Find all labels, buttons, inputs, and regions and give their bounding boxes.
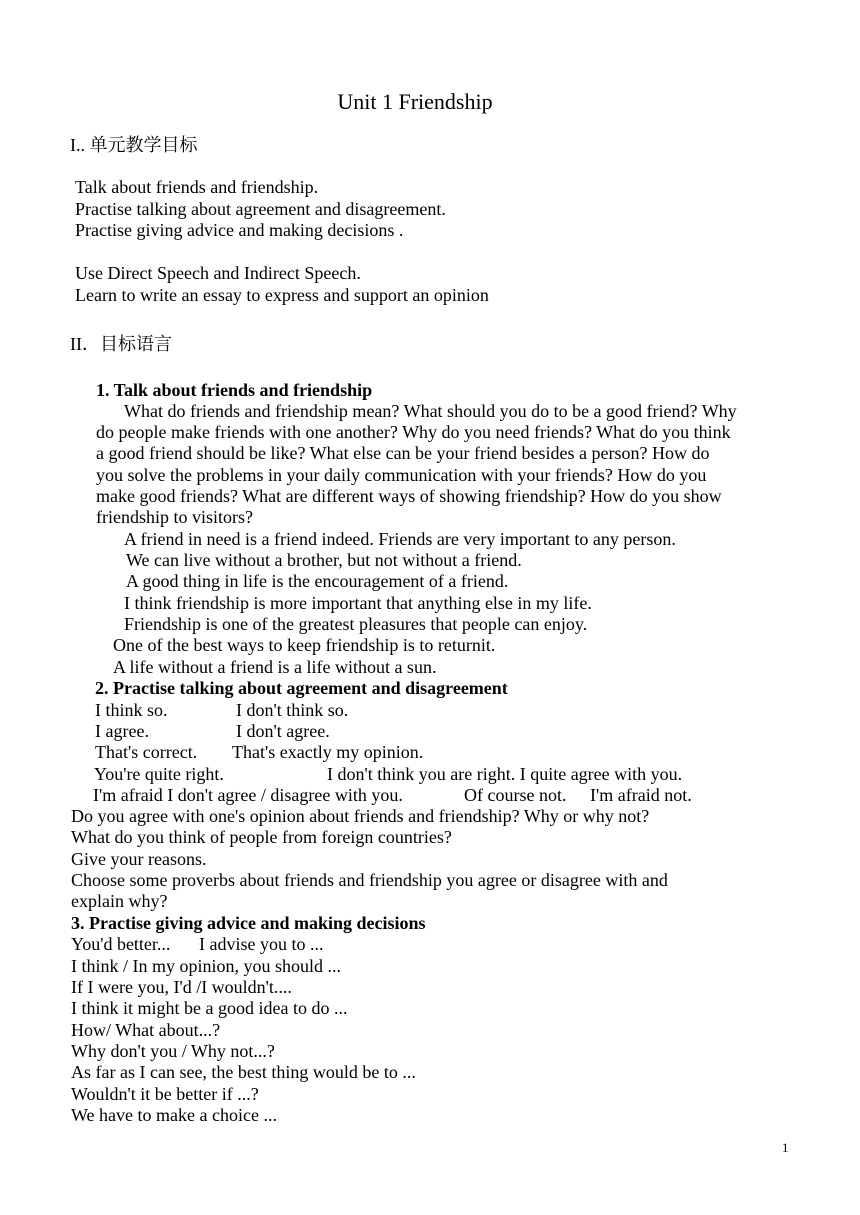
question-line: Do you agree with one's opinion about friends and friendship? Why or why not? xyxy=(71,806,650,826)
advice-phrase: How/ What about...? xyxy=(71,1020,221,1040)
paragraph-line: What do friends and friendship mean? What should you do to be a good friend? Why xyxy=(124,401,737,421)
saying-line: A life without a friend is a life without a sun. xyxy=(113,657,437,677)
page-title: Unit 1 Friendship xyxy=(337,89,493,114)
section-2-heading: II．目标语言 xyxy=(70,334,172,354)
phrase-left: I'm afraid I don't agree / disagree with you. xyxy=(93,785,403,805)
phrase-left: I think so. xyxy=(95,700,168,720)
paragraph-line: make good friends? What are different ways of showing friendship? How do you show xyxy=(96,486,722,506)
advice-phrase: I advise you to ... xyxy=(199,934,324,954)
paragraph-line: do people make friends with one another? Why do you need friends? What do you think xyxy=(96,422,731,442)
part-1-heading: 1. Talk about friends and friendship xyxy=(96,380,373,400)
question-line: Give your reasons. xyxy=(71,849,207,869)
advice-phrase: I think / In my opinion, you should ... xyxy=(71,956,341,976)
part-2-heading: 2. Practise talking about agreement and disagreement xyxy=(95,678,508,698)
section-1-heading: I.. 单元教学目标 xyxy=(70,135,198,155)
advice-phrase: You'd better... xyxy=(71,934,171,954)
saying-line: We can live without a brother, but not without a friend. xyxy=(126,550,522,570)
advice-phrase: We have to make a choice ... xyxy=(71,1105,277,1125)
phrase-right: I'm afraid not. xyxy=(590,785,692,805)
question-line: What do you think of people from foreign countries? xyxy=(71,827,452,847)
saying-line: A good thing in life is the encouragement of a friend. xyxy=(126,571,509,591)
goal-line: Talk about friends and friendship. xyxy=(75,177,319,197)
saying-line: I think friendship is more important that anything else in my life. xyxy=(124,593,592,613)
advice-phrase: As far as I can see, the best thing would be to ... xyxy=(71,1062,416,1082)
saying-line: Friendship is one of the greatest pleasures that people can enjoy. xyxy=(124,614,588,634)
phrase-left: I agree. xyxy=(95,721,149,741)
goal-line: Learn to write an essay to express and support an opinion xyxy=(75,285,489,305)
goal-line: Use Direct Speech and Indirect Speech. xyxy=(75,263,361,283)
paragraph-line: friendship to visitors? xyxy=(96,507,253,527)
phrase-right: I don't think so. xyxy=(236,700,349,720)
question-line: Choose some proverbs about friends and friendship you agree or disagree with and xyxy=(71,870,668,890)
phrase-right: That's exactly my opinion. xyxy=(232,742,424,762)
advice-phrase: I think it might be a good idea to do ... xyxy=(71,998,348,1018)
paragraph-line: a good friend should be like? What else can be your friend besides a person? How do xyxy=(96,443,710,463)
phrase-right: I don't think you are right. I quite agree with you. xyxy=(327,764,683,784)
page-number: 1 xyxy=(782,1140,789,1155)
advice-phrase: If I were you, I'd /I wouldn't.... xyxy=(71,977,292,997)
phrase-left: You're quite right. xyxy=(94,764,224,784)
saying-line: One of the best ways to keep friendship is to returnit. xyxy=(113,635,496,655)
saying-line: A friend in need is a friend indeed. Friends are very important to any person. xyxy=(124,529,676,549)
advice-phrase: Why don't you / Why not...? xyxy=(71,1041,275,1061)
phrase-right: Of course not. xyxy=(464,785,567,805)
part-3-heading: 3. Practise giving advice and making decisions xyxy=(71,913,426,933)
advice-phrase: Wouldn't it be better if ...? xyxy=(71,1084,259,1104)
phrase-left: That's correct. xyxy=(95,742,198,762)
goal-line: Practise giving advice and making decisions . xyxy=(75,220,404,240)
question-line: explain why? xyxy=(71,891,168,911)
phrase-right: I don't agree. xyxy=(236,721,330,741)
paragraph-line: you solve the problems in your daily communication with your friends? How do you xyxy=(96,465,707,485)
goal-line: Practise talking about agreement and disagreement. xyxy=(75,199,446,219)
